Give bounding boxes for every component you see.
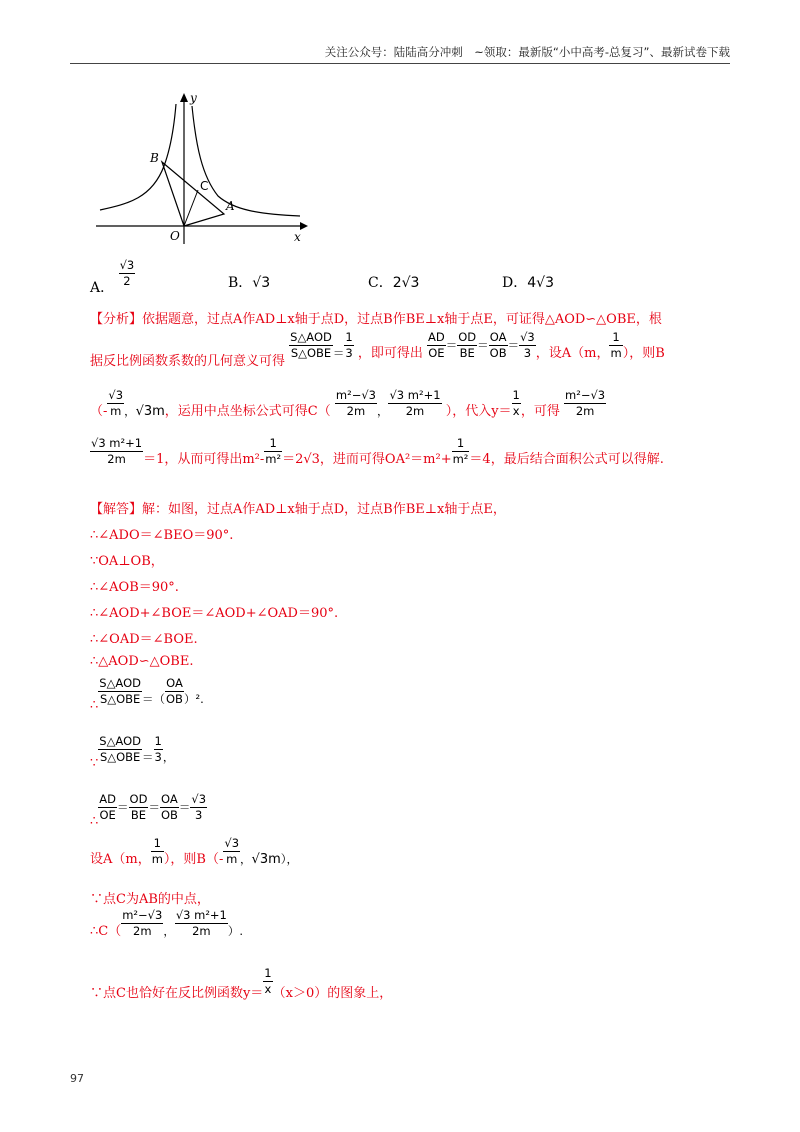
label-y: y [190, 91, 197, 105]
solution-line-4: ∴∠AOB＝90°. [90, 580, 179, 595]
line-oc [184, 190, 198, 226]
solution-line-6: ∴∠OAD＝∠BOE. [90, 632, 198, 647]
right-branch [192, 106, 300, 216]
solution-line-3: ∵OA⊥OB， [90, 554, 164, 569]
solution-midpoint: ∵点C为AB的中点， [90, 892, 210, 907]
solution-ratio-1: ∴ $\frac{\text{S△AOD}}{\text{S△OBE}}$ ＝（ $\frac{OA}{OB}$ ）². [90, 676, 204, 713]
solution-line-5: ∴∠AOD+∠BOE＝∠AOD+∠OAD＝90°. [90, 606, 339, 621]
header-rule [70, 63, 730, 64]
solution-line-2: ∴∠ADO＝∠BEO＝90°. [90, 528, 234, 543]
analysis-line-3: （- $\frac{√3}{m}$ ，√3m，运用中点坐标公式可得C（ $\frac{\text{m²−√3}}{2m}$ ， $\frac{\text{√3 m²+1}}{2m}$ ），代入y＝ $\frac{1}{x}$ ，可得 $\frac{\text{m²−√3}}{2m}$ [90, 388, 606, 419]
x-axis-arrow [300, 222, 308, 230]
solution-ratio-2: ∵ $\frac{\text{S△AOD}}{\text{S△OBE}}$ ＝ $\frac{1}{3}$ ， [90, 734, 175, 771]
option-a: A． $\frac{√3}{2}$ [90, 258, 135, 296]
page-number: 97 [70, 1072, 84, 1085]
solution-c-coords: ∴C（ $\frac{\text{m²−√3}}{2m}$ ， $\frac{\text{√3 m²+1}}{2m}$ ）. [90, 908, 244, 939]
answer-options [90, 258, 730, 298]
left-branch [100, 104, 176, 210]
solution-on-curve: ∵点C也恰好在反比例函数y＝ $\frac{1}{x}$ （x＞0）的图象上， [90, 966, 393, 1001]
label-c: C [200, 179, 209, 193]
option-b: B．√3 [228, 275, 271, 291]
label-b: B [150, 151, 159, 165]
solution-ratio-3: ∴ $\frac{AD}{OE}$ ＝ $\frac{OD}{BE}$ ＝ $\frac{OA}{OB}$ ＝ $\frac{√3}{3}$ [90, 792, 207, 829]
solution-line-7: ∴△AOD∽△OBE. [90, 654, 194, 669]
label-x: x [294, 230, 301, 244]
analysis-line-1: 【分析】依据题意，过点A作AD⊥x轴于点D，过点B作BE⊥x轴于点E，可证得△AOD∽△OBE，根 [90, 312, 662, 327]
option-d: D．4√3 [502, 275, 554, 291]
solution-line-1: 【解答】解：如图，过点A作AD⊥x轴于点D，过点B作BE⊥x轴于点E， [90, 502, 506, 517]
option-c: C．2√3 [368, 275, 420, 291]
triangle-oab [162, 162, 224, 226]
analysis-line-2: 据反比例函数系数的几何意义可得 $\frac{\text{S△AOD}}{\text{S△OBE}}$ ＝ $\frac{1}{3}$ ，即可得出 $\frac{AD}{OE}$ ＝ $\frac{OD}{BE}$ ＝ $\frac{OA}{OB}$ ＝ $\frac{√3}{3}$ ，设A（m， $\frac{1}{m}$ ），则B [90, 330, 665, 369]
label-o: O [170, 229, 180, 243]
analysis-line-4: $\frac{\text{√3 m²+1}}{2m}$ ＝1，从而可得出m²- $\frac{1}{\text{m²}}$ ＝2√3，进而可得OA²＝m²+ $\frac{1}{\text{m²}}$ ＝4，最后结合面积公式可以得解. [91, 436, 664, 467]
y-axis-arrow [180, 93, 188, 102]
page-header: 关注公众号：陆陆高分冲刺 ~领取：最新版“小中高考-总复习”、最新试卷下载 [324, 45, 730, 59]
solution-set-a: 设A（m， $\frac{1}{m}$ ），则B（- $\frac{√3}{m}$ ，√3m）， [90, 836, 298, 867]
label-a: A [226, 199, 235, 213]
hyperbola-graph [88, 86, 320, 246]
